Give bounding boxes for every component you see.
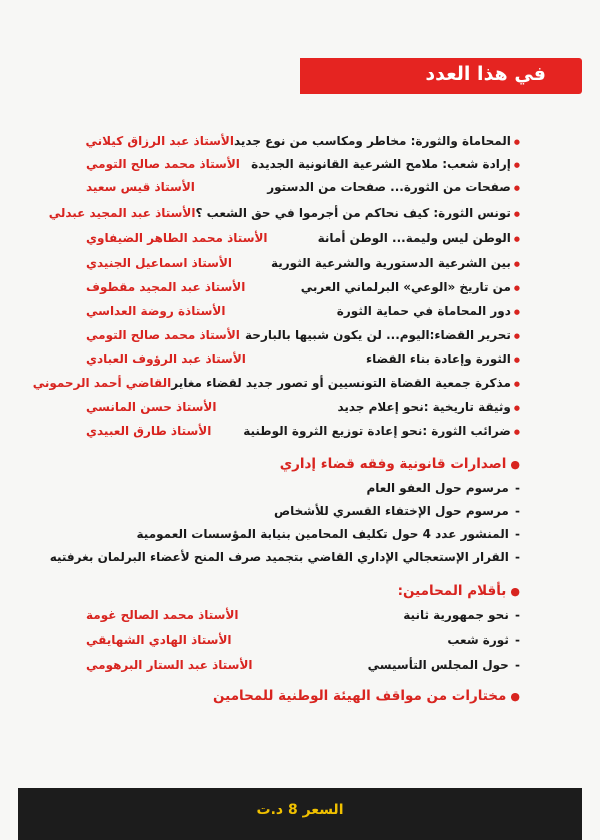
article-author: الأستاذ عبد الرؤوف العبادي: [86, 352, 246, 366]
article-title: ● تحرير القضاء:اليوم... لن يكون شبيها بالبارحة: [245, 328, 520, 342]
list-item-text: - مرسوم حول العفو العام: [366, 481, 520, 496]
article-title: ● بين الشرعية الدستورية والشرعية الثورية: [271, 256, 520, 270]
article-row: [86, 252, 520, 274]
article-author: الأستاذ عبد الرزاق كيلاني: [85, 134, 234, 148]
section-heading-text: بأقلام المحامين:: [397, 583, 507, 599]
section-heading-text: اصدارات قانونية وفقه قضاء إداري: [279, 456, 507, 472]
article-title: ● من تاريخ «الوعي» البرلماني العربي: [301, 280, 520, 294]
article-row: [86, 324, 520, 346]
article-author: الأستاذ حسن المانسي: [86, 400, 217, 414]
article-author: الأستاذ قيس سعيد: [86, 180, 195, 194]
article-row: [86, 300, 520, 322]
article-title: ● وثيقة تاريخية :نحو إعلام جديد: [337, 400, 520, 414]
list-item-text: - القرار الإستعجالي الإداري القاضي بتجميد صرف المنح لأعضاء البرلمان بغرفتيه: [50, 550, 520, 565]
bullet-icon: ●: [510, 584, 520, 598]
list-item-text: - المنشور عدد 4 حول تكليف المحامين بنيابة المؤسسات العمومية: [137, 527, 520, 542]
article-author: الأستاذ محمد صالح التومي: [86, 328, 240, 342]
bullet-icon: ●: [510, 689, 520, 703]
article-author: الأستاذ عبد المجيد مقطوف: [86, 280, 246, 294]
article-author: الأستاذ عبد الستار البرهومي: [86, 658, 253, 672]
article-author: الأستاذ اسماعيل الجنيدي: [86, 256, 233, 270]
article-author: الأستاذ محمد صالح التومي: [86, 157, 240, 171]
section-heading-pens: [398, 579, 520, 603]
article-row: [86, 227, 520, 249]
article-title: ● ضرائب الثورة :نحو إعادة توزيع الثروة الوطنية: [243, 424, 520, 438]
price-footer: [18, 788, 582, 840]
list-item: [86, 654, 520, 676]
section-heading-selected: [213, 684, 520, 708]
article-row: [86, 420, 520, 442]
article-author: القاضي أحمد الرحموني: [32, 376, 172, 390]
article-author: الأستاذ محمد الطاهر الضيفاوي: [86, 231, 268, 245]
article-title: ● الثورة وإعادة بناء القضاء: [366, 352, 520, 366]
article-title: ● الوطن ليس وليمة... الوطن أمانة: [318, 231, 520, 245]
article-row: [86, 153, 520, 175]
article-row: [86, 396, 520, 418]
article-row: [86, 130, 520, 152]
article-author: الأستاذ عبد المجيد عبدلي: [48, 206, 196, 220]
article-author: الأستاذة روضة العداسي: [86, 304, 226, 318]
article-row: [32, 372, 520, 394]
list-item: [86, 629, 520, 651]
article-title: ● مذكرة جمعية القضاة التونسيين أو تصور جديد لقضاء مغاير: [171, 376, 520, 390]
list-item: [86, 477, 520, 499]
price-label: السعر 8 د.ت: [256, 802, 344, 818]
article-row: [86, 348, 520, 370]
list-item-text: - حول المجلس التأسيسي: [368, 658, 520, 673]
article-author: الأستاذ الهادي الشهايقي: [86, 633, 232, 647]
article-title: ● إرادة شعب: ملامح الشرعية القانونية الجديدة: [251, 157, 520, 171]
article-author: الأستاذ محمد الصالح غومة: [86, 608, 239, 622]
article-title: ● دور المحاماة في حماية الثورة: [337, 304, 520, 318]
bullet-icon: ●: [510, 457, 520, 471]
article-row: [48, 202, 520, 224]
list-item-text: - ثورة شعب: [447, 633, 520, 648]
article-author: الأستاذ طارق العبيدي: [86, 424, 212, 438]
list-item-text: - نحو جمهورية ثانية: [403, 608, 520, 623]
list-item: [86, 604, 520, 626]
section-heading-legal: [280, 452, 520, 476]
section-heading-text: مختارات من مواقف الهيئة الوطنية للمحامين: [213, 688, 507, 704]
contents-title: في هذا العدد: [425, 63, 546, 85]
list-item-text: - مرسوم حول الإختفاء القسري للأشخاص: [274, 504, 520, 519]
list-item: [86, 523, 520, 545]
article-title: ● المحاماة والثورة: مخاطر ومكاسب من نوع جديد: [234, 134, 520, 148]
article-title: ● تونس الثورة: كيف نحاكم من أجرموا في حق الشعب ؟: [195, 206, 520, 220]
article-row: [86, 276, 520, 298]
list-item: [86, 500, 520, 522]
list-item: [49, 546, 520, 568]
article-row: [86, 176, 520, 198]
article-title: ● صفحات من الثورة... صفحات من الدستور: [267, 180, 520, 194]
